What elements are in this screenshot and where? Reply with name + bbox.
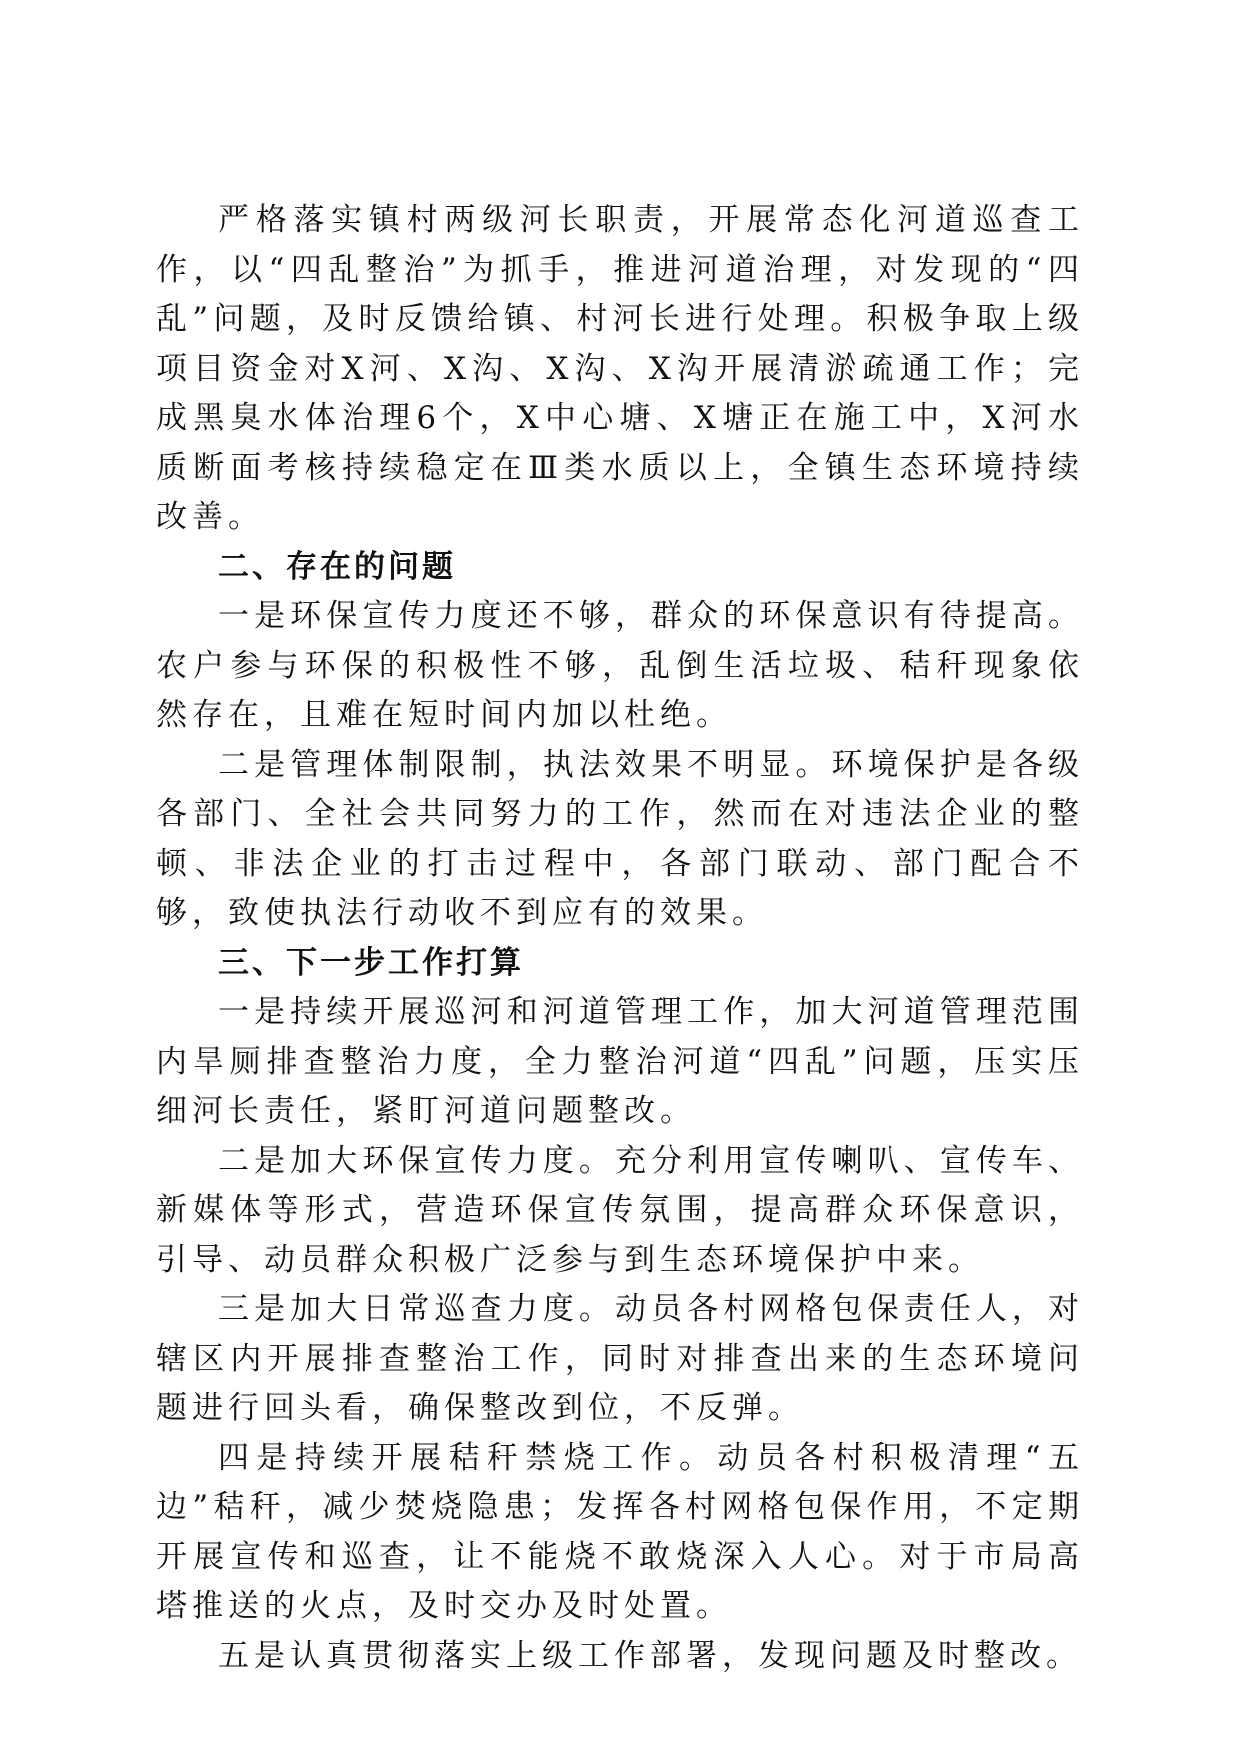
paragraph-plan-4: 四是持续开展秸秆禁烧工作。动员各村积极清理“五边”秸秆，减少焚烧隐患；发挥各村网格包保作用，不定期开展宣传和巡查，让不能烧不敢烧深入人心。对于市局高塔推送的火点，及时交办及时处置。 <box>156 1439 1084 1624</box>
paragraph-plan-1: 一是持续开展巡河和河道管理工作，加大河道管理范围内旱厕排查整治力度，全力整治河道“四乱”问题，压实压细河长责任，紧盯河道问题整改。 <box>156 994 1084 1129</box>
paragraph-river-chief-duties: 严格落实镇村两级河长职责，开展常态化河道巡查工作，以“四乱整治”为抓手，推进河道治理，对发现的“四乱”问题，及时反馈给镇、村河长进行处理。积极争取上级项目资金对X河、X沟、X沟、X沟开展清淤疏通工作；完成黑臭水体治理6个，X中心塘、X塘正在施工中，X河水质断面考核持续稳定在Ⅲ类水质以上，全镇生态环境持续改善。 <box>156 202 1084 535</box>
paragraph-problem-2: 二是管理体制限制，执法效果不明显。环境保护是各级各部门、全社会共同努力的工作，然而在对违法企业的整顿、非法企业的打击过程中，各部门联动、部门配合不够，致使执法行动收不到应有的效果。 <box>156 746 1084 931</box>
paragraph-plan-3: 三是加大日常巡查力度。动员各村网格包保责任人，对辖区内开展排查整治工作，同时对排查出来的生态环境问题进行回头看，确保整改到位，不反弹。 <box>156 1291 1084 1426</box>
document-body <box>156 196 1084 1681</box>
paragraph-plan-2: 二是加大环保宣传力度。充分利用宣传喇叭、宣传车、新媒体等形式，营造环保宣传氛围，提高群众环保意识，引导、动员群众积极广泛参与到生态环境保护中来。 <box>156 1142 1084 1278</box>
paragraph-problem-1: 一是环保宣传力度还不够，群众的环保意识有待提高。农户参与环保的积极性不够，乱倒生活垃圾、秸秆现象依然存在，且难在短时间内加以杜绝。 <box>156 598 1084 733</box>
section-heading-existing-problems: 二、存在的问题 <box>218 548 456 585</box>
section-heading-next-steps: 三、下一步工作打算 <box>218 944 524 981</box>
paragraph-plan-5: 五是认真贯彻落实上级工作部署，发现问题及时整改。 <box>218 1637 1082 1674</box>
